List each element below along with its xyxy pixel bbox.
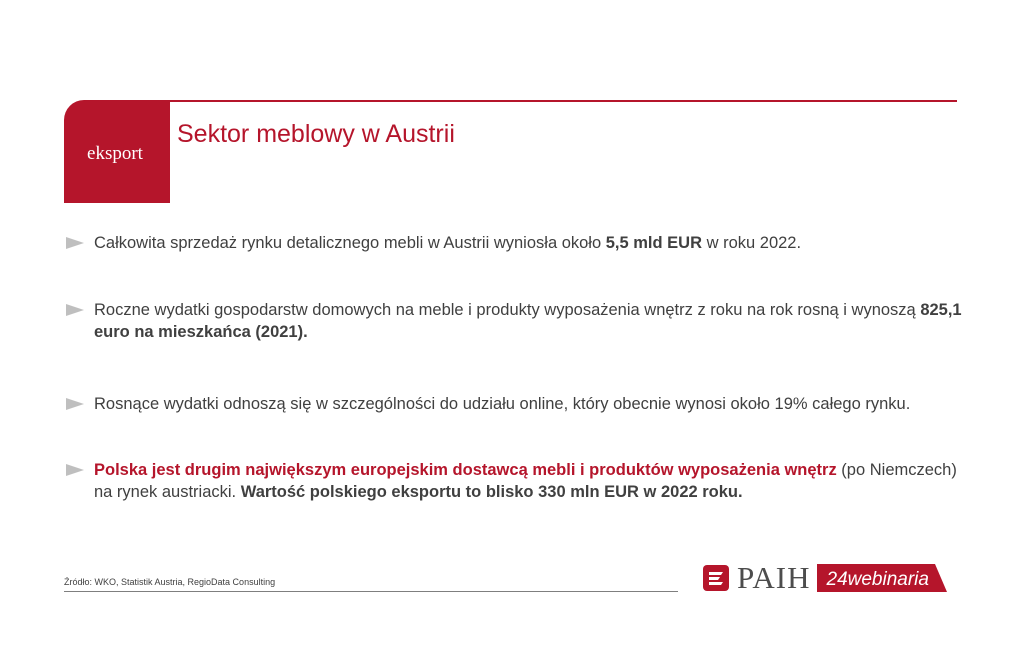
bullet-item: [66, 459, 966, 503]
bullet-text: Rosnące wydatki odnoszą się w szczególności do udziału online, który obecnie wynosi około 19% całego rynku.: [94, 395, 911, 413]
source-note: Źródło: WKO, Statistik Austria, RegioData Consulting: [64, 577, 276, 587]
paih-logo: [703, 560, 947, 595]
bullet-arrow-icon: [66, 398, 84, 410]
bullet-text: Roczne wydatki gospodarstw domowych na meble i produkty wyposażenia wnętrz z roku na rok rosną i wynoszą 825,1 euro na mieszkańca (2021).: [94, 301, 962, 341]
bullet-item: [66, 393, 966, 415]
bullet-item: [66, 232, 966, 254]
footer-rule: [64, 591, 678, 592]
bullet-arrow-icon: [66, 237, 84, 249]
header-rule: [170, 100, 957, 102]
section-tab: [64, 100, 170, 203]
bullet-item: [66, 299, 966, 343]
bullet-text: Całkowita sprzedaż rynku detalicznego mebli w Austrii wyniosła około 5,5 mld EUR w roku 2022.: [94, 234, 802, 252]
paih-logo-icon: [703, 565, 729, 591]
bullet-arrow-icon: [66, 304, 84, 316]
webinar-badge: 24webinaria: [817, 564, 947, 592]
bullet-arrow-icon: [66, 464, 84, 476]
section-tab-label: eksport: [87, 142, 143, 164]
bullet-text: Polska jest drugim największym europejskim dostawcą mebli i produktów wyposażenia wnętrz (po Niemczech) na rynek austriacki. Wartość polskiego eksportu to blisko 330 mln EUR w 2022 roku.: [94, 461, 957, 501]
slide-title: Sektor meblowy w Austrii: [177, 120, 455, 148]
logo-wordmark: PAIH: [737, 560, 811, 595]
